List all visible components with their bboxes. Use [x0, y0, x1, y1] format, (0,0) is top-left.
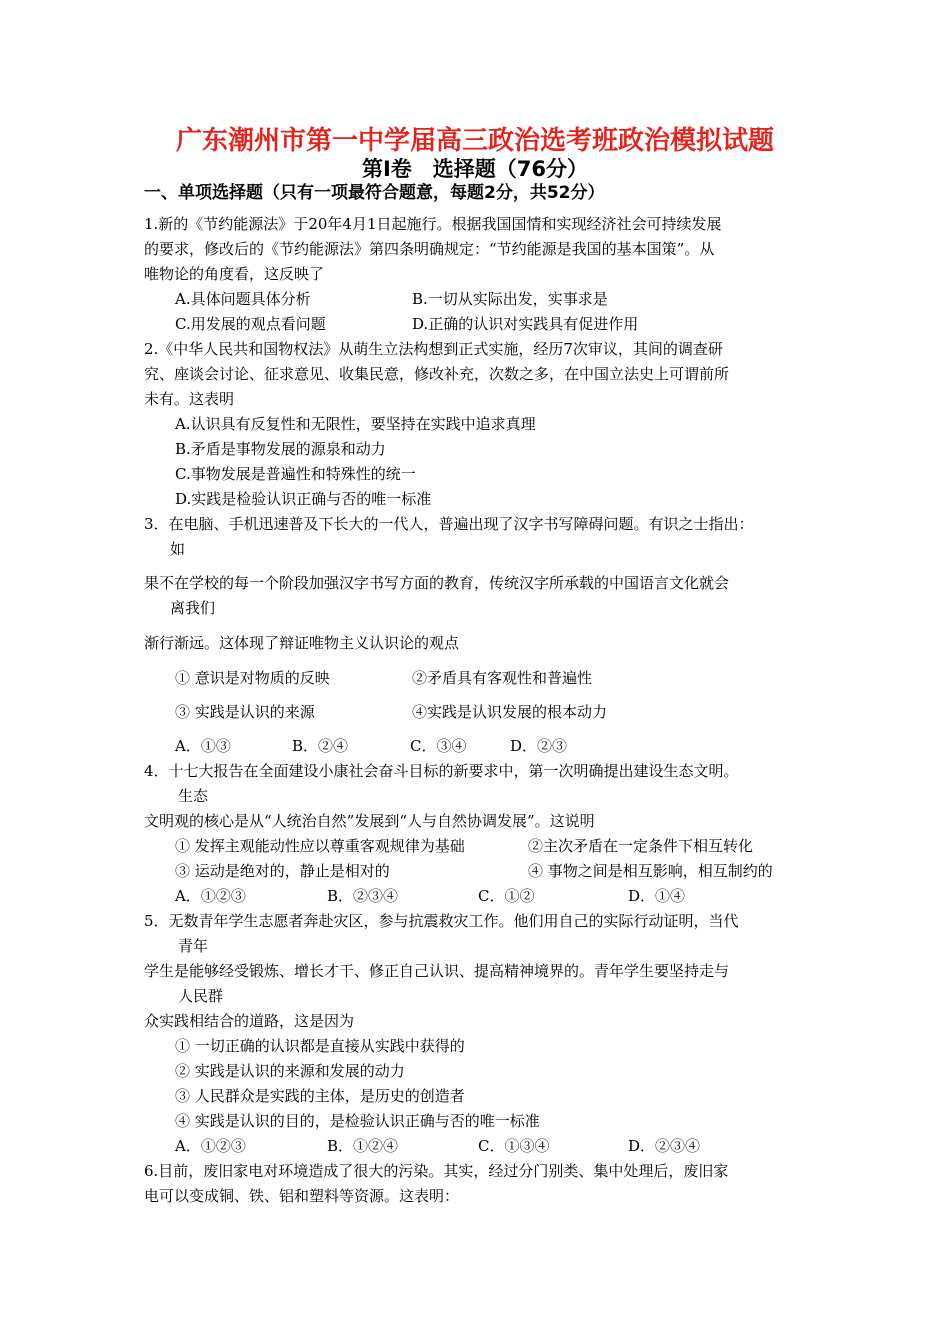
- q4-option: C．①②: [478, 887, 535, 905]
- q5-stem-line: 人民群: [178, 987, 224, 1005]
- q4-statement: ① 发挥主观能动性应以尊重客观规律为基础: [175, 837, 465, 855]
- q3-stem-line: 离我们: [170, 599, 216, 617]
- q5-statement: ③ 人民群众是实践的主体，是历史的创造者: [175, 1087, 465, 1105]
- q5-option: A．①②③: [175, 1137, 246, 1155]
- part-heading: 第Ⅰ卷 选择题（76分）: [361, 157, 589, 181]
- q5-option: D．②③④: [628, 1137, 701, 1155]
- q1-option: C.用发展的观点看问题: [175, 315, 326, 333]
- section-heading: 一、单项选择题（只有一项最符合题意，每题2分，共52分）: [144, 183, 605, 203]
- q6-stem-line: 6.目前，废旧家电对环境造成了很大的污染。其实，经过分门别类、集中处理后，废旧家: [144, 1162, 729, 1180]
- q3-option: D．②③: [510, 737, 568, 755]
- q3-statement: ① 意识是对物质的反映: [175, 669, 330, 687]
- q1-option: A.具体问题具体分析: [175, 290, 311, 308]
- q2-option: D.实践是检验认识正确与否的唯一标准: [175, 490, 432, 508]
- q3-stem-line: 如: [170, 540, 186, 558]
- q3-stem-line: 果不在学校的每一个阶段加强汉字书写方面的教育，传统汉字所承载的中国语言文化就会: [144, 574, 730, 592]
- q3-option: A．①③: [175, 737, 231, 755]
- q1-option: D.正确的认识对实践具有促进作用: [412, 315, 639, 333]
- q5-stem-line: 青年: [178, 937, 209, 955]
- q4-statement: ②主次矛盾在一定条件下相互转化: [528, 837, 754, 855]
- q3-option: B．②④: [292, 737, 349, 755]
- q6-stem-line: 电可以变成铜、铁、铝和塑料等资源。这表明：: [144, 1187, 460, 1205]
- q4-option: A．①②③: [175, 887, 246, 905]
- q1-stem-line: 唯物论的角度看，这反映了: [144, 265, 325, 283]
- q4-stem-line: 文明观的核心是从“人统治自然”发展到“人与自然协调发展”。这说明: [144, 812, 595, 830]
- q4-stem-line: 生态: [178, 787, 209, 805]
- q3-statement: ②矛盾具有客观性和普遍性: [412, 669, 593, 687]
- q5-statement: ② 实践是认识的来源和发展的动力: [175, 1062, 405, 1080]
- q3-option: C．③④: [410, 737, 467, 755]
- q5-option: C．①③④: [478, 1137, 550, 1155]
- q4-option: B．②③④: [327, 887, 399, 905]
- q5-stem-line: 众实践相结合的道路，这是因为: [144, 1012, 355, 1030]
- q2-stem-line: 未有。这表明: [144, 390, 235, 408]
- q3-stem-line: 渐行渐远。这体现了辩证唯物主义认识论的观点: [144, 634, 460, 652]
- q5-stem-line: 学生是能够经受锻炼、增长才干、修正自己认识、提高精神境界的。青年学生要坚持走与: [144, 962, 730, 980]
- q4-option: D．①④: [628, 887, 686, 905]
- q5-stem-line: 5．无数青年学生志愿者奔赴灾区，参与抗震救灾工作。他们用自己的实际行动证明，当代: [144, 912, 739, 930]
- q4-statement: ③ 运动是绝对的，静止是相对的: [175, 862, 390, 880]
- q4-statement: ④ 事物之间是相互影响，相互制约的: [528, 862, 773, 880]
- q5-statement: ④ 实践是认识的目的，是检验认识正确与否的唯一标准: [175, 1112, 540, 1130]
- document-title: 广东潮州市第一中学届高三政治选考班政治模拟试题: [175, 126, 774, 156]
- q1-stem-line: 的要求，修改后的《节约能源法》第四条明确规定：“节约能源是我国的基本国策”。从: [144, 240, 715, 258]
- q2-stem-line: 究、座谈会讨论、征求意见、收集民意，修改补充，次数之多，在中国立法史上可谓前所: [144, 365, 730, 383]
- q3-statement: ④实践是认识发展的根本动力: [412, 703, 608, 721]
- q4-stem-line: 4．十七大报告在全面建设小康社会奋斗目标的新要求中，第一次明确提出建设生态文明。: [144, 762, 739, 780]
- q3-stem-line: 3．在电脑、手机迅速普及下长大的一代人，普遍出现了汉字书写障碍问题。有识之士指出：: [144, 515, 754, 533]
- q5-option: B．①②④: [327, 1137, 399, 1155]
- q2-option: B.矛盾是事物发展的源泉和动力: [175, 440, 386, 458]
- q5-statement: ① 一切正确的认识都是直接从实践中获得的: [175, 1037, 465, 1055]
- q3-statement: ③ 实践是认识的来源: [175, 703, 315, 721]
- q2-option: A.认识具有反复性和无限性，要坚持在实践中追求真理: [175, 415, 536, 433]
- q1-option: B.一切从实际出发，实事求是: [412, 290, 608, 308]
- q2-stem-line: 2.《中华人民共和国物权法》从萌生立法构想到正式实施，经历7次审议，其间的调查研: [144, 340, 723, 358]
- q1-stem-line: 1.新的《节约能源法》于20年4月1日起施行。根据我国国情和实现经济社会可持续发展: [144, 215, 722, 233]
- q2-option: C.事物发展是普遍性和特殊性的统一: [175, 465, 416, 483]
